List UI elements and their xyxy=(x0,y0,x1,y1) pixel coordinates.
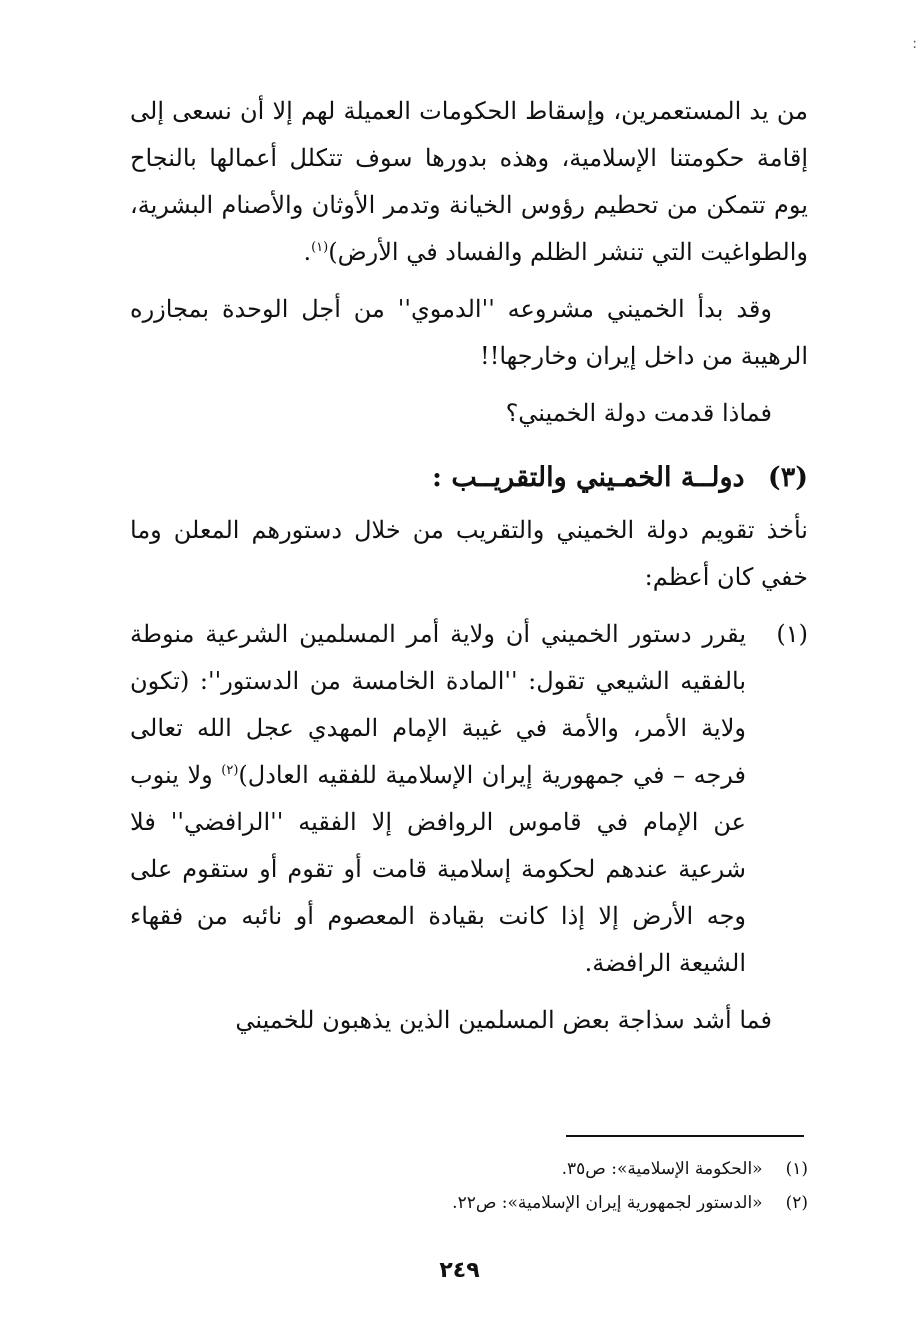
list-item-body xyxy=(130,611,746,987)
list-item xyxy=(130,611,808,987)
section-title: دولــة الخمـيني والتقريــب xyxy=(451,462,745,493)
paragraph-1 xyxy=(130,88,808,276)
page-body xyxy=(130,88,808,1044)
paragraph-1-text: من يد المستعمرين، وإسقاط الحكومات العميلة لهم إلا أن نسعى إلى إقامة حكومتنا الإسلامية، وهذه بدورها سوف تتكلل أعمالها بالنجاح يوم تتمكن من تحطيم رؤوس الخيانة وتدمر الأوثان والأصنام البشرية، والطواغيت التي تنشر الظلم والفساد في الأرض) xyxy=(130,97,808,266)
section-heading xyxy=(130,455,808,501)
footnote-2 xyxy=(300,1186,808,1220)
footnote-1-text: «الحكومة الإسلامية»: ص٣٥. xyxy=(561,1159,763,1179)
footnote-1-number: (١) xyxy=(785,1159,808,1179)
page-number: ٢٤٩ xyxy=(439,1258,480,1283)
intro-paragraph: نأخذ تقويم دولة الخميني والتقريب من خلال دستورهم المعلن وما خفي كان أعظم: xyxy=(130,516,808,591)
list-item-text-continued: ولا ينوب عن الإمام في قاموس الروافض إلا الفقيه ''الرافضي'' فلا شرعية عندهم لحكومة إسلامية قامت أو تقوم أو ستقوم على وجه الأرض إلا إذا كانت بقيادة المعصوم أو نائبه من فقهاء الشيعة الرافضة. xyxy=(130,761,746,977)
footnote-ref-2[interactable]: (٢) xyxy=(221,763,239,778)
section-colon: : xyxy=(431,462,442,493)
footnotes xyxy=(300,1152,808,1220)
closing-paragraph: فما أشد سذاجة بعض المسلمين الذين يذهبون للخميني xyxy=(235,1006,772,1034)
section-number: (٣) xyxy=(767,462,808,493)
paragraph-2: وقد بدأ الخميني مشروعه ''الدموي'' من أجل الوحدة بمجازره الرهيبة من داخل إيران وخارجها!! xyxy=(130,295,808,370)
paragraph-1-end: . xyxy=(303,238,312,266)
margin-mark: : xyxy=(912,36,917,52)
footnote-divider xyxy=(566,1135,804,1137)
footnote-ref-1[interactable]: (١) xyxy=(311,240,329,255)
paragraph-3: فماذا قدمت دولة الخميني؟ xyxy=(505,399,772,427)
list-item-number: (١) xyxy=(776,620,808,648)
list-item-text: يقرر دستور الخميني أن ولاية أمر المسلمين الشرعية منوطة بالفقيه الشيعي تقول: ''المادة الخامسة من الدستور'': (تكون ولاية الأمر، والأمة في غيبة الإمام المهدي عجل الله تعالى فرجه – في جمهورية إيران الإسلامية للفقيه العادل) xyxy=(130,620,746,789)
footnote-1 xyxy=(300,1152,808,1186)
footnote-2-text: «الدستور لجمهورية إيران الإسلامية»: ص٢٢. xyxy=(452,1193,763,1213)
footnote-2-number: (٢) xyxy=(785,1193,808,1213)
